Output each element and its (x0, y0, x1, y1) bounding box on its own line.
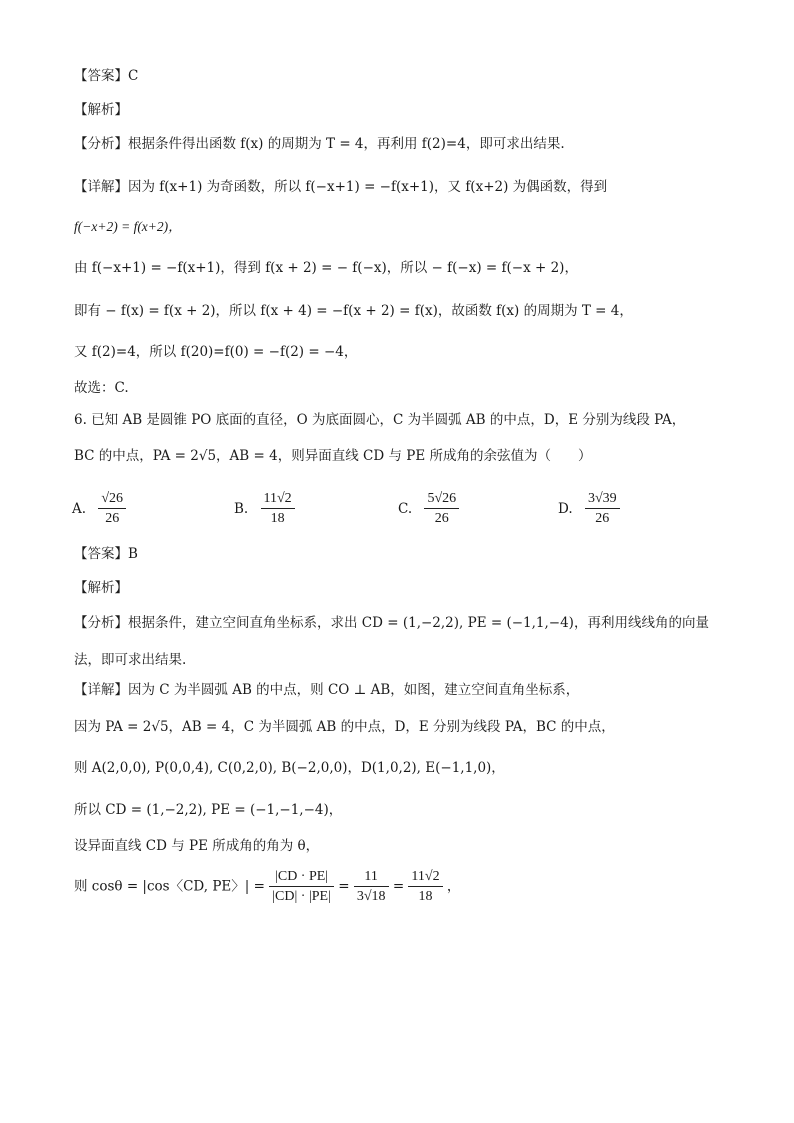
line-coordinates: 则 A(2,0,0), P(0,0,4), C(0,2,0), B(−2,0,0)，D(1,0,2), E(−1,1,0)， (74, 760, 505, 776)
line-step-2: 即有 − f(x) = f(x + 2)，所以 f(x + 4) = −f(x + 2) = f(x)，故函数 f(x) 的周期为 T = 4， (74, 303, 633, 319)
cos-fraction-1-denominator: |CD| · |PE| (272, 889, 331, 904)
option-d-fraction (585, 490, 620, 527)
line-step-3: 又 f(2)=4，所以 f(20)=f(0) = −f(2) = −4， (74, 344, 358, 360)
option-b-label: B. (234, 500, 249, 517)
line-answer-2: 【答案】B (74, 546, 138, 562)
line-cos-formula (74, 868, 460, 905)
cos-fraction-3 (408, 868, 442, 905)
option-a-denominator: 26 (105, 511, 120, 526)
option-b-fraction (261, 490, 295, 527)
option-d-numerator: 3√39 (585, 490, 620, 509)
cos-equals-2: = (392, 878, 405, 895)
cos-fraction-2-numerator: 11 (354, 868, 389, 887)
cos-fraction-2 (354, 868, 389, 905)
option-a (72, 490, 126, 527)
cos-fraction-1 (269, 868, 334, 905)
question-6-line-1: 6. 已知 AB 是圆锥 PO 底面的直径，O 为底面圆心，C 为半圆弧 AB 的中点，D，E 分别为线段 PA， (74, 412, 686, 428)
line-step-4: 因为 PA = 2√5，AB = 4，C 为半圆弧 AB 的中点，D，E 分别为线段 PA，BC 的中点， (74, 719, 615, 735)
option-c-fraction (424, 490, 459, 527)
line-vectors: 所以 CD = (1,−2,2), PE = (−1,−1,−4)， (74, 802, 343, 818)
option-d-denominator: 26 (595, 511, 610, 526)
option-c-denominator: 26 (434, 511, 449, 526)
line-analysis-heading-2: 【解析】 (74, 580, 128, 596)
line-fenxi-1: 【分析】根据条件得出函数 f(x) 的周期为 T = 4，再利用 f(2)=4，即可求出结果. (74, 136, 565, 152)
option-d (558, 490, 620, 527)
option-c-numerator: 5√26 (424, 490, 459, 509)
option-d-label: D. (558, 500, 573, 517)
line-formula-1: f(−x+2) = f(x+2)， (74, 219, 182, 234)
line-xiangjie-2: 【详解】因为 C 为半圆弧 AB 的中点，则 CO ⊥ AB，如图，建立空间直角坐标系， (74, 682, 580, 698)
cos-fraction-3-numerator: 11√2 (408, 868, 442, 887)
option-c (398, 490, 459, 527)
option-b-numerator: 11√2 (261, 490, 295, 509)
cos-fraction-1-numerator: |CD · PE| (269, 868, 334, 887)
option-b-denominator: 18 (270, 511, 285, 526)
line-angle-def: 设异面直线 CD 与 PE 所成角的角为 θ， (74, 838, 320, 854)
option-a-label: A. (72, 500, 87, 517)
cos-fraction-3-denominator: 18 (418, 889, 433, 904)
line-fenxi-2: 【分析】根据条件，建立空间直角坐标系，求出 CD = (1,−2,2), PE = (−1,1,−4)，再利用线线角的向量 (74, 615, 709, 631)
option-c-label: C. (398, 500, 413, 517)
question-6-line-2: BC 的中点，PA = 2√5，AB = 4，则异面直线 CD 与 PE 所成角的余弦值为（ ） (74, 448, 592, 464)
cos-equals-1: = (338, 878, 350, 895)
option-a-numerator: √26 (98, 490, 126, 509)
line-answer-1: 【答案】C (74, 68, 139, 84)
line-fenxi-2-cont: 法，即可求出结果. (74, 652, 187, 668)
line-xiangjie-1: 【详解】因为 f(x+1) 为奇函数，所以 f(−x+1) = −f(x+1)，又 f(x+2) 为偶函数，得到 (74, 179, 608, 195)
line-analysis-heading-1: 【解析】 (74, 102, 128, 118)
option-a-fraction (98, 490, 126, 527)
option-b (234, 490, 295, 527)
cos-suffix: ， (446, 878, 461, 895)
cos-fraction-2-denominator: 3√18 (356, 889, 386, 904)
cos-prefix: 则 cosθ = |cos〈CD, PE〉| = (74, 878, 265, 895)
line-step-1: 由 f(−x+1) = −f(x+1)，得到 f(x + 2) = − f(−x)，所以 − f(−x) = f(−x + 2)， (74, 260, 578, 276)
line-choice-1: 故选：C. (74, 380, 129, 396)
